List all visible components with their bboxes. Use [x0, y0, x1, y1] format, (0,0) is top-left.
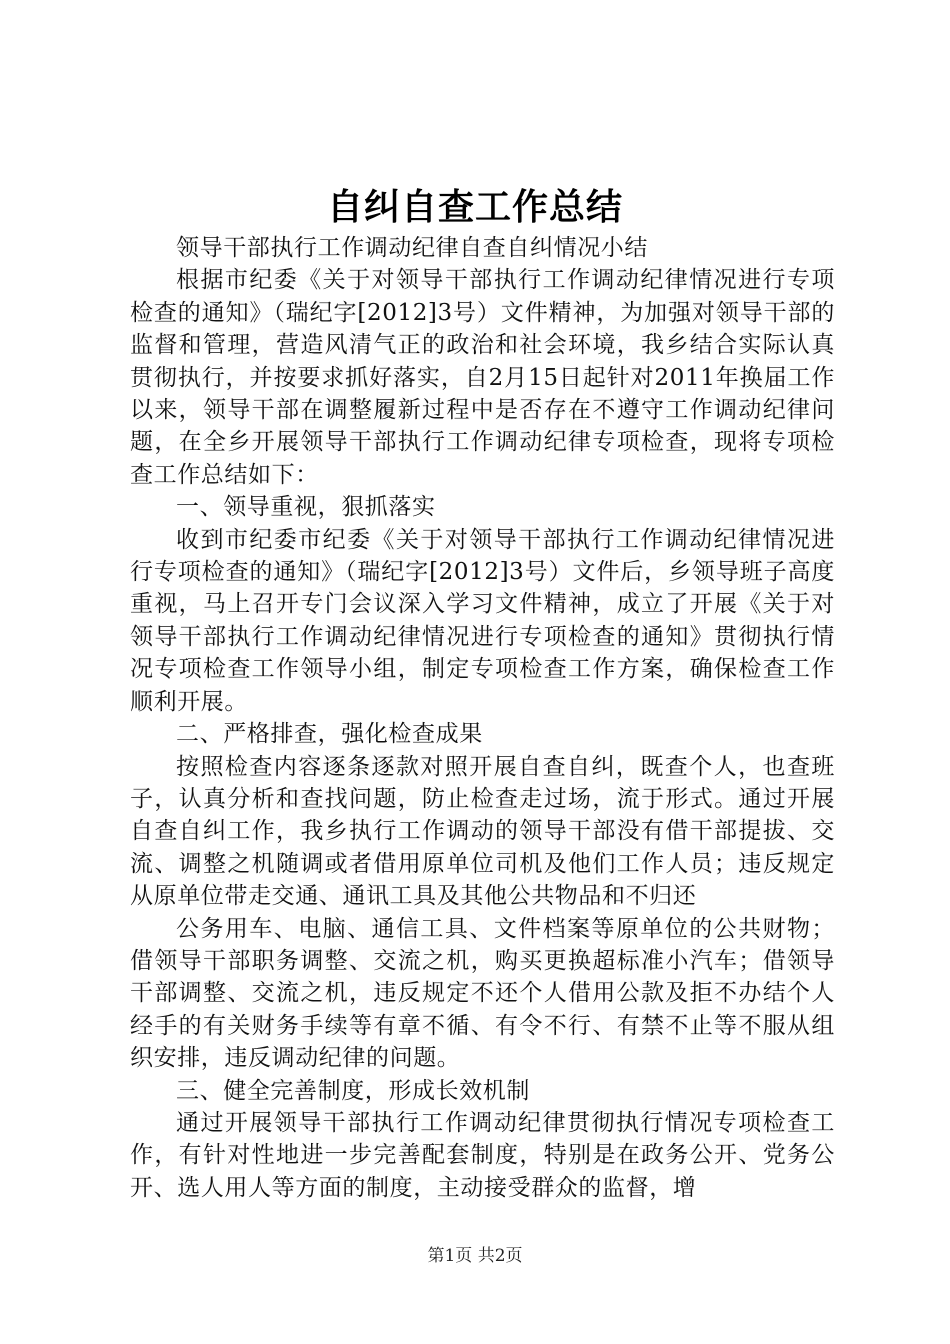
body-paragraph: 公务用车、电脑、通信工具、文件档案等原单位的公共财物；借领导干部职务调整、交流之机，购买更换超标准小汽车；借领导干部调整、交流之机，违反规定不还个人借用公款及拒不办结个人经手的有关财务手续等有章不循、有令不行、有禁不止等不服从组织安排，违反调动纪律的问题。 — [130, 915, 835, 1072]
document-body — [130, 232, 835, 1204]
subtitle-paragraph: 领导干部执行工作调动纪律自查自纠情况小结 — [176, 235, 648, 261]
page-footer: 第1页 共2页 — [427, 1246, 523, 1266]
document-title: 自纠自查工作总结 — [326, 187, 623, 228]
body-paragraph: 按照检查内容逐条逐款对照开展自查自纠，既查个人，也查班子，认真分析和查找问题，防止检查走过场，流于形式。通过开展自查自纠工作，我乡执行工作调动的领导干部没有借干部提拔、交流、调整之机随调或者借用原单位司机及他们工作人员；违反规定从原单位带走交通、通讯工具及其他公共物品和不归还 — [130, 753, 835, 910]
section-heading: 一、领导重视，狠抓落实 — [176, 494, 436, 521]
section-heading: 二、严格排查，强化检查成果 — [176, 721, 483, 748]
section-heading: 三、健全完善制度，形成长效机制 — [176, 1077, 530, 1104]
body-paragraph: 通过开展领导干部执行工作调动纪律贯彻执行情况专项检查工作，有针对性地进一步完善配套制度，特别是在政务公开、党务公开、选人用人等方面的制度，主动接受群众的监督，增 — [130, 1109, 835, 1201]
body-paragraph: 收到市纪委市纪委《关于对领导干部执行工作调动纪律情况进行专项检查的通知》（瑞纪字[2012]3号）文件后，乡领导班子高度重视，马上召开专门会议深入学习文件精神，成立了开展《关于对领导干部执行工作调动纪律情况进行专项检查的通知》贯彻执行情况专项检查工作领导小组，制定专项检查工作方案，确保检查工作顺利开展。 — [130, 526, 835, 715]
body-paragraph: 根据市纪委《关于对领导干部执行工作调动纪律情况进行专项检查的通知》（瑞纪字[2012]3号）文件精神，为加强对领导干部的监督和管理，营造风清气正的政治和社会环境，我乡结合实际认真贯彻执行，并按要求抓好落实，自2月15日起针对2011年换届工作以来，领导干部在调整履新过程中是否存在不遵守工作调动纪律问题，在全乡开展领导干部执行工作调动纪律专项检查，现将专项检查工作总结如下： — [130, 267, 835, 488]
